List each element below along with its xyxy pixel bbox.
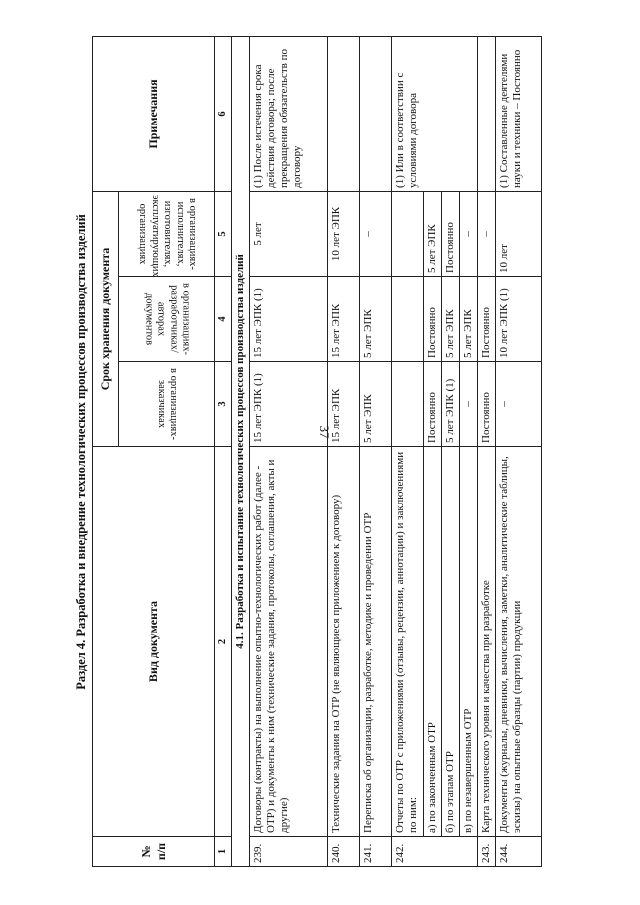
- col-number: 2: [215, 447, 232, 837]
- retention-table: [92, 36, 542, 867]
- row-num: 242.: [392, 837, 424, 867]
- col-number: 3: [215, 362, 232, 447]
- page-number: 37: [317, 425, 332, 439]
- row-num: 244.: [496, 837, 542, 867]
- row-c3: 15 лет ЭПК (1): [250, 362, 328, 447]
- section-title: Раздел 4. Разработка и внедрение технологических процессов производства изделий: [74, 214, 88, 690]
- header-at-executor-cell: [119, 191, 215, 276]
- col-number: 1: [215, 837, 232, 867]
- header-storage: Срок хранения документа: [93, 191, 119, 446]
- row-num: 239.: [250, 837, 328, 867]
- row-c5: 10 лет ЭПК: [328, 191, 360, 276]
- table-row: [496, 36, 542, 866]
- row-c4: Постоянно: [424, 277, 442, 362]
- row-note: [478, 36, 496, 191]
- row-c4: 5 лет ЭПК: [360, 277, 392, 362]
- table-row: [360, 36, 392, 866]
- row-num: 240.: [328, 837, 360, 867]
- row-c4: 15 лет ЭПК (1): [250, 277, 328, 362]
- row-num: 241.: [360, 837, 392, 867]
- col-number: 6: [215, 36, 232, 191]
- row-c4: 5 лет ЭПК: [460, 277, 478, 362]
- row-doc: Переписка об организации, разработке, методике и проведении ОТР: [360, 447, 392, 837]
- row-doc: Технические задания на ОТР (не являющиеся приложением к договору): [328, 447, 360, 837]
- header-at-developer: в организациях-разработчиках/авторах документов: [143, 283, 192, 355]
- rotated-page-content: [70, 37, 570, 867]
- header-doc-type: Вид документа: [93, 447, 215, 837]
- row-c5: 5 лет ЭПК: [424, 191, 442, 276]
- row-c3: 15 лет ЭПК: [328, 362, 360, 447]
- row-note: (1) Или в соответствии с условиями договора: [392, 36, 478, 191]
- row-c3: 5 лет ЭПК: [360, 362, 392, 447]
- row-c4: 15 лет ЭПК: [328, 277, 360, 362]
- row-doc: Договоры (контракты) на выполнение опытно-технологических работ (далее - ОТР) и документы к ним (технические задания, протоколы, соглашения, акты и другие): [250, 447, 328, 837]
- row-c4: Постоянно: [478, 277, 496, 362]
- table-row: [478, 36, 496, 866]
- row-note: (1) Составленные деятелями науки и техники – Постоянно: [496, 36, 542, 191]
- column-numbers-row: [215, 36, 232, 866]
- row-c4: 10 лет ЭПК (1): [496, 277, 542, 362]
- row-num: [442, 837, 460, 867]
- row-c3: Постоянно: [424, 362, 442, 447]
- header-at-customer: в организациях-заказчиках: [155, 368, 179, 440]
- row-c5: 10 лет: [496, 191, 542, 276]
- header-notes: Примечания: [93, 36, 215, 191]
- header-at-executor: в организациях-исполнителях, изготовителях, эксплуатирующих организациях: [136, 194, 198, 277]
- row-note: [328, 36, 360, 191]
- header-at-developer-cell: [119, 277, 215, 362]
- row-num: [424, 837, 442, 867]
- row-c5: –: [460, 191, 478, 276]
- table-row: [392, 36, 424, 866]
- table-row: [328, 36, 360, 866]
- row-doc: Карта технического уровня и качества при разработке: [478, 447, 496, 837]
- row-c3: –: [460, 362, 478, 447]
- row-c3: [392, 362, 424, 447]
- row-doc: Документы (журналы, дневники, вычисления, заметки, аналитические таблицы, эскизы) на опытные образцы (партии) продукции: [496, 447, 542, 837]
- row-doc: б) по этапам ОТР: [442, 447, 460, 837]
- table-row: [250, 36, 328, 866]
- row-c5: –: [360, 191, 392, 276]
- row-doc: а) по законченным ОТР: [424, 447, 442, 837]
- col-number: 4: [215, 277, 232, 362]
- row-doc: Отчеты по ОТР с приложениями (отзывы, рецензии, аннотации) и заключениями по ним:: [392, 447, 424, 837]
- row-note: (1) После истечения срока действия договора; после прекращения обязательств по договору: [250, 36, 328, 191]
- row-note: [360, 36, 392, 191]
- row-c3: –: [496, 362, 542, 447]
- header-at-customer-cell: [119, 362, 215, 447]
- header-row: [93, 36, 119, 866]
- row-c3: 5 лет ЭПК (1): [442, 362, 460, 447]
- row-c5: –: [478, 191, 496, 276]
- row-c4: 5 лет ЭПК: [442, 277, 460, 362]
- header-num: № п/п: [93, 837, 215, 867]
- row-c4: [392, 277, 424, 362]
- col-number: 5: [215, 191, 232, 276]
- row-num: [460, 837, 478, 867]
- row-doc: в) по незавершенным ОТР: [460, 447, 478, 837]
- row-c5: 5 лет: [250, 191, 328, 276]
- row-c5: [392, 191, 424, 276]
- subsection-title: 4.1. Разработка и испытание технологических процессов производства изделий: [232, 36, 250, 866]
- row-num: 243.: [478, 837, 496, 867]
- row-c3: Постоянно: [478, 362, 496, 447]
- row-c5: Постоянно: [442, 191, 460, 276]
- subsection-row: [232, 36, 250, 866]
